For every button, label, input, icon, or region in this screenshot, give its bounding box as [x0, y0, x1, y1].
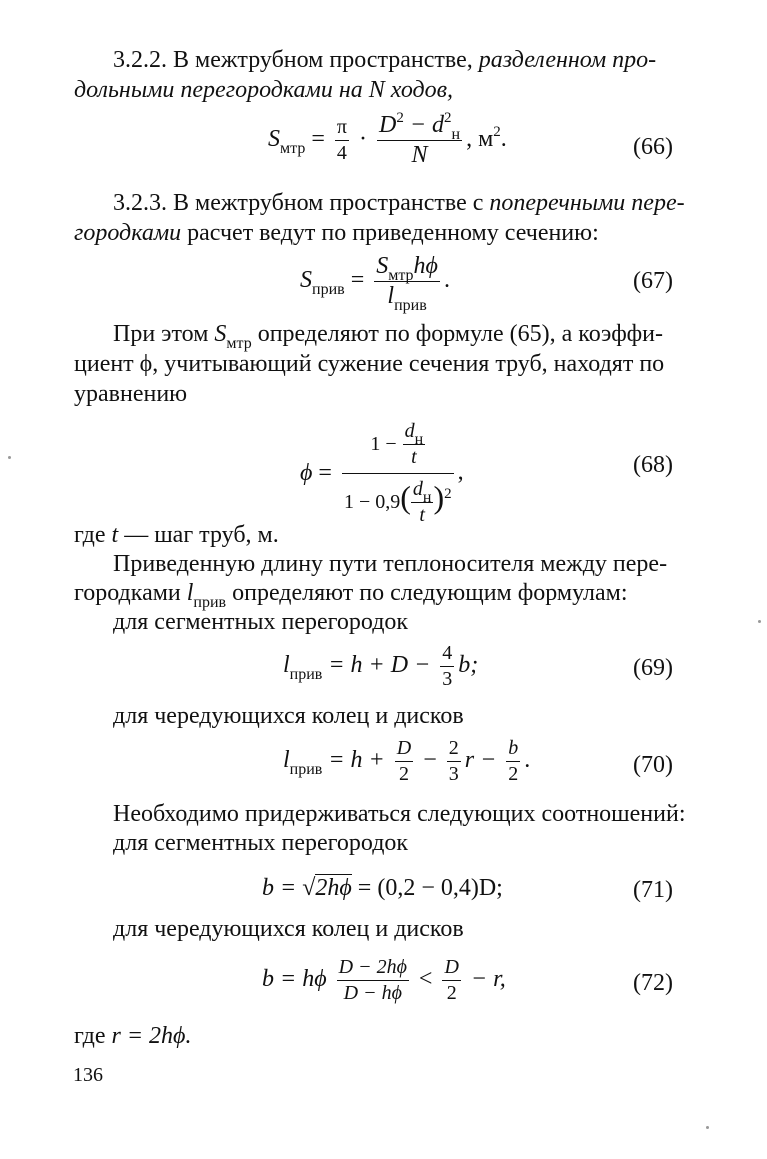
- eq67-number: (67): [633, 268, 673, 294]
- eq66-lhs-sub: мтр: [280, 140, 306, 158]
- para-ratio-line2: для сегментных перегородок: [113, 830, 409, 856]
- scan-speck: [8, 456, 11, 459]
- eq66-main-fraction: $\frac{D^2 - d^2_н}{N}$: [378, 110, 461, 168]
- para-phi-line1: При этом $S_{мтр}$ определяют по формуле (65), а коэффи-: [113, 321, 663, 352]
- eq66-pi-fraction: $\frac{\pi}{4}$: [336, 116, 347, 164]
- eq69-fraction: $\frac{4}{3}$: [442, 642, 453, 690]
- where-r: где r = 2hϕ.: [74, 1023, 192, 1049]
- eq72-number: (72): [633, 970, 673, 996]
- eq72-fraction-1: $\frac{D - 2h\phi}{D - h\phi}$: [338, 956, 407, 1004]
- eq67-fraction: $\frac{S_{мтр}h\phi}{l_{прив}}$: [376, 253, 438, 314]
- para-length-line1: Приведенную длину пути теплоносителя между пере-: [113, 551, 668, 577]
- eq68-fraction: 1 − $\frac{d_н}{t}$ 1 − 0,9( $\frac{d_н}{t}$ )$^2$: [343, 420, 452, 526]
- eq66-lhs: S: [268, 126, 280, 153]
- eq66-dot: ·: [358, 126, 367, 153]
- para-length-line2: городками $l_{прив}$ определяют по следующим формулам:: [74, 580, 628, 611]
- para-length-line3: для сегментных перегородок: [113, 609, 409, 635]
- equation-66: $S_{мтр}$ = $\frac{\pi}{4}$ · $\frac{D^2 - d^2_н}{N}$ , $м^2$.: [268, 110, 507, 168]
- equation-69: $l_{прив} = h + D$ − $\frac{4}{3}$ b;: [283, 642, 479, 690]
- eq66-unit: , м: [466, 126, 494, 153]
- section-323-line1: 3.2.3. В межтрубном пространстве с поперечными пере-: [113, 190, 685, 216]
- para-phi-line2: циент ϕ, учитывающий сужение сечения труб, находят по: [74, 351, 665, 377]
- section-322-italic: разделенном про-: [478, 47, 657, 73]
- eq71-number: (71): [633, 877, 673, 903]
- eq72-fraction-2: $\frac{D}{2}$: [444, 956, 459, 1004]
- eq69-number: (69): [633, 655, 673, 681]
- eq66-equals: =: [311, 126, 325, 153]
- para-phi-line3: уравнению: [74, 381, 188, 407]
- eq68-number: (68): [633, 452, 673, 478]
- section-322-text: 3.2.2. В межтрубном пространстве,: [113, 47, 479, 73]
- equation-67: $S_{прив}$ = $\frac{S_{мтр}h\phi}{l_{прив}}$ .: [300, 253, 450, 314]
- text-rings-1: для чередующихся колец и дисков: [113, 703, 464, 729]
- scan-speck: [758, 620, 761, 623]
- section-322-line2: дольными перегородками на N ходов,: [74, 77, 454, 103]
- page-number: 136: [73, 1064, 103, 1086]
- equation-72: b = hϕ $\frac{D - 2h\phi}{D - h\phi}$ < $\frac{D}{2}$ − r,: [262, 956, 506, 1004]
- equation-71: b = √2hϕ = (0,2 − 0,4)D;: [262, 875, 503, 901]
- equation-68: ϕ = 1 − $\frac{d_н}{t}$ 1 − 0,9( $\frac{d_н}{t}$ )$^2$ ,: [300, 420, 464, 526]
- where-t: где t — шаг труб, м.: [74, 522, 279, 548]
- section-322-line1: [113, 46, 656, 74]
- para-ratio-line1: Необходимо придерживаться следующих соотношений:: [113, 801, 686, 827]
- eq66-number: (66): [633, 134, 673, 160]
- scan-speck: [706, 1126, 709, 1129]
- equation-70: $l_{прив} = h$ + $\frac{D}{2}$ − $\frac{2}{3}$ r − $\frac{b}{2}$ .: [283, 737, 531, 785]
- eq70-number: (70): [633, 752, 673, 778]
- section-323-line2: городками расчет ведут по приведенному сечению:: [74, 220, 599, 246]
- text-rings-2: для чередующихся колец и дисков: [113, 916, 464, 942]
